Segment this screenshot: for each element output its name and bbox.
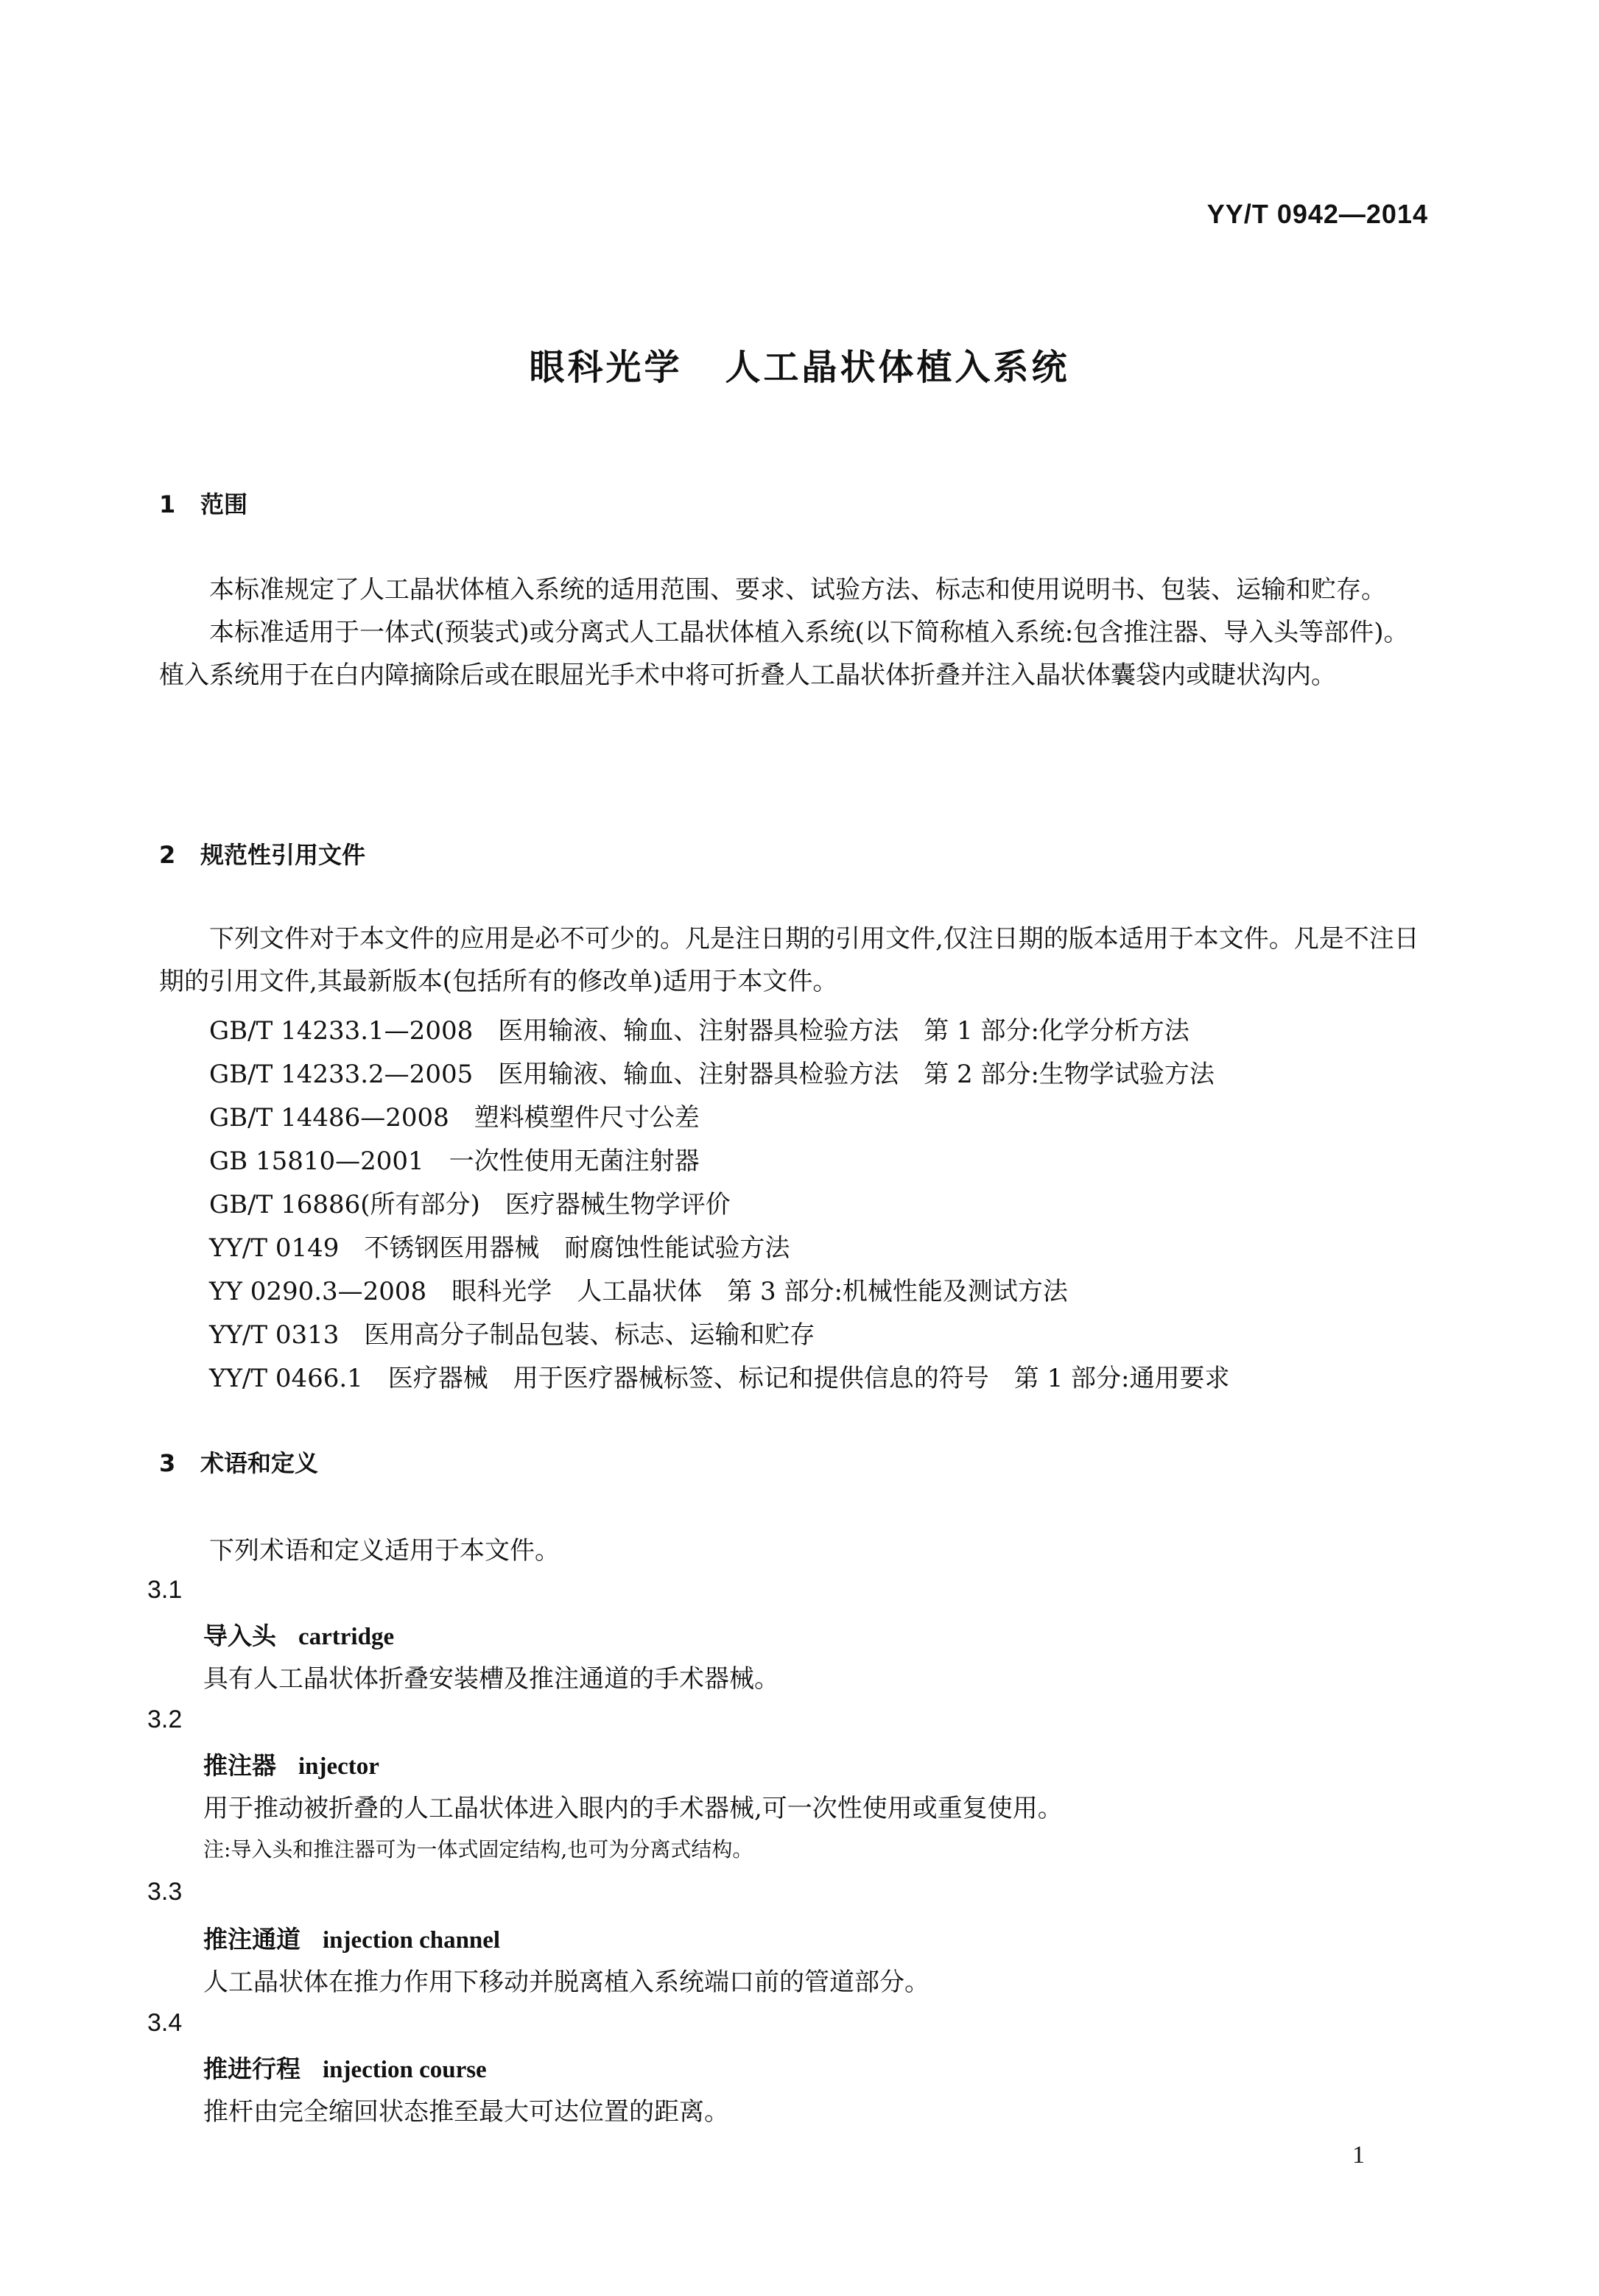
title-part1: 眼科光学 xyxy=(529,347,683,388)
term-heading xyxy=(203,2050,487,2085)
term-heading xyxy=(203,1747,379,1781)
reference-item: GB/T 14233.2—2005 医用输液、输血、注射器具检验方法 第 2 部分:生物学试验方法 xyxy=(209,1060,1215,1089)
section-title: 范围 xyxy=(200,490,248,518)
reference-item: YY 0290.3—2008 眼科光学 人工晶状体 第 3 部分:机械性能及测试方法 xyxy=(209,1277,1068,1306)
section-title: 规范性引用文件 xyxy=(200,841,366,869)
term-zh: 导入头 xyxy=(203,1621,276,1650)
term-zh: 推注通道 xyxy=(203,1925,301,1954)
term-en: injection course xyxy=(323,2057,487,2083)
clause-number: 3.4 xyxy=(147,2009,183,2037)
paragraph: 本标准规定了人工晶状体植入系统的适用范围、要求、试验方法、标志和使用说明书、包装、运输和贮存。 xyxy=(209,575,1386,605)
section-title: 术语和定义 xyxy=(200,1449,319,1477)
paragraph: 本标准适用于一体式(预装式)或分离式人工晶状体植入系统(以下简称植入系统:包含推注器、导入头等部件)。植入系统用于在白内障摘除后或在眼屈光手术中将可折叠人工晶状体折叠并注入晶状体囊袋内或睫状沟内。 xyxy=(159,618,1409,690)
reference-item: GB/T 14486—2008 塑料模塑件尺寸公差 xyxy=(209,1103,700,1133)
reference-item: YY/T 0466.1 医疗器械 用于医疗器械标签、标记和提供信息的符号 第 1 部分:通用要求 xyxy=(209,1364,1230,1393)
clause-number: 3.2 xyxy=(147,1705,183,1733)
section-number: 1 xyxy=(159,490,176,518)
term-heading xyxy=(203,1920,500,1955)
section-3-heading xyxy=(159,1445,318,1479)
section-1-heading xyxy=(159,486,247,520)
section-2-heading xyxy=(159,837,365,870)
term-definition: 用于推动被折叠的人工晶状体进入眼内的手术器械,可一次性使用或重复使用。 xyxy=(203,1794,1063,1823)
term-en: injection channel xyxy=(323,1927,501,1954)
section-1-body xyxy=(159,568,1426,697)
term-zh: 推注器 xyxy=(203,1751,276,1780)
section-number: 2 xyxy=(159,841,176,869)
term-heading xyxy=(203,1617,394,1652)
term-note: 注:导入头和推注器可为一体式固定结构,也可为分离式结构。 xyxy=(203,1837,753,1862)
clause-number: 3.1 xyxy=(147,1576,183,1604)
term-definition: 具有人工晶状体折叠安装槽及推注通道的手术器械。 xyxy=(203,1664,779,1694)
reference-item: GB/T 16886(所有部分) 医疗器械生物学评价 xyxy=(209,1190,731,1219)
term-en: cartridge xyxy=(298,1624,395,1650)
title-part2: 人工晶状体植入系统 xyxy=(725,347,1070,388)
term-en: injector xyxy=(298,1753,379,1780)
document-title xyxy=(0,339,1599,390)
clause-number: 3.3 xyxy=(147,1878,183,1906)
page-number: 1 xyxy=(1352,2141,1365,2169)
section-number: 3 xyxy=(159,1449,176,1477)
reference-item: YY/T 0149 不锈钢医用器械 耐腐蚀性能试验方法 xyxy=(209,1233,790,1263)
reference-item: GB 15810—2001 一次性使用无菌注射器 xyxy=(209,1147,700,1176)
reference-item: GB/T 14233.1—2008 医用输液、输血、注射器具检验方法 第 1 部分:化学分析方法 xyxy=(209,1016,1189,1046)
paragraph: 下列文件对于本文件的应用是必不可少的。凡是注日期的引用文件,仅注日期的版本适用于本文件。凡是不注日期的引用文件,其最新版本(包括所有的修改单)适用于本文件。 xyxy=(159,924,1419,996)
term-definition: 人工晶状体在推力作用下移动并脱离植入系统端口前的管道部分。 xyxy=(203,1968,929,1997)
section-2-intro xyxy=(159,918,1426,1003)
document-number: YY/T 0942—2014 xyxy=(1206,199,1428,229)
term-zh: 推进行程 xyxy=(203,2054,301,2083)
term-definition: 推杆由完全缩回状态推至最大可达位置的距离。 xyxy=(203,2097,729,2127)
reference-item: YY/T 0313 医用高分子制品包装、标志、运输和贮存 xyxy=(209,1320,815,1350)
section-3-intro: 下列术语和定义适用于本文件。 xyxy=(209,1536,560,1566)
